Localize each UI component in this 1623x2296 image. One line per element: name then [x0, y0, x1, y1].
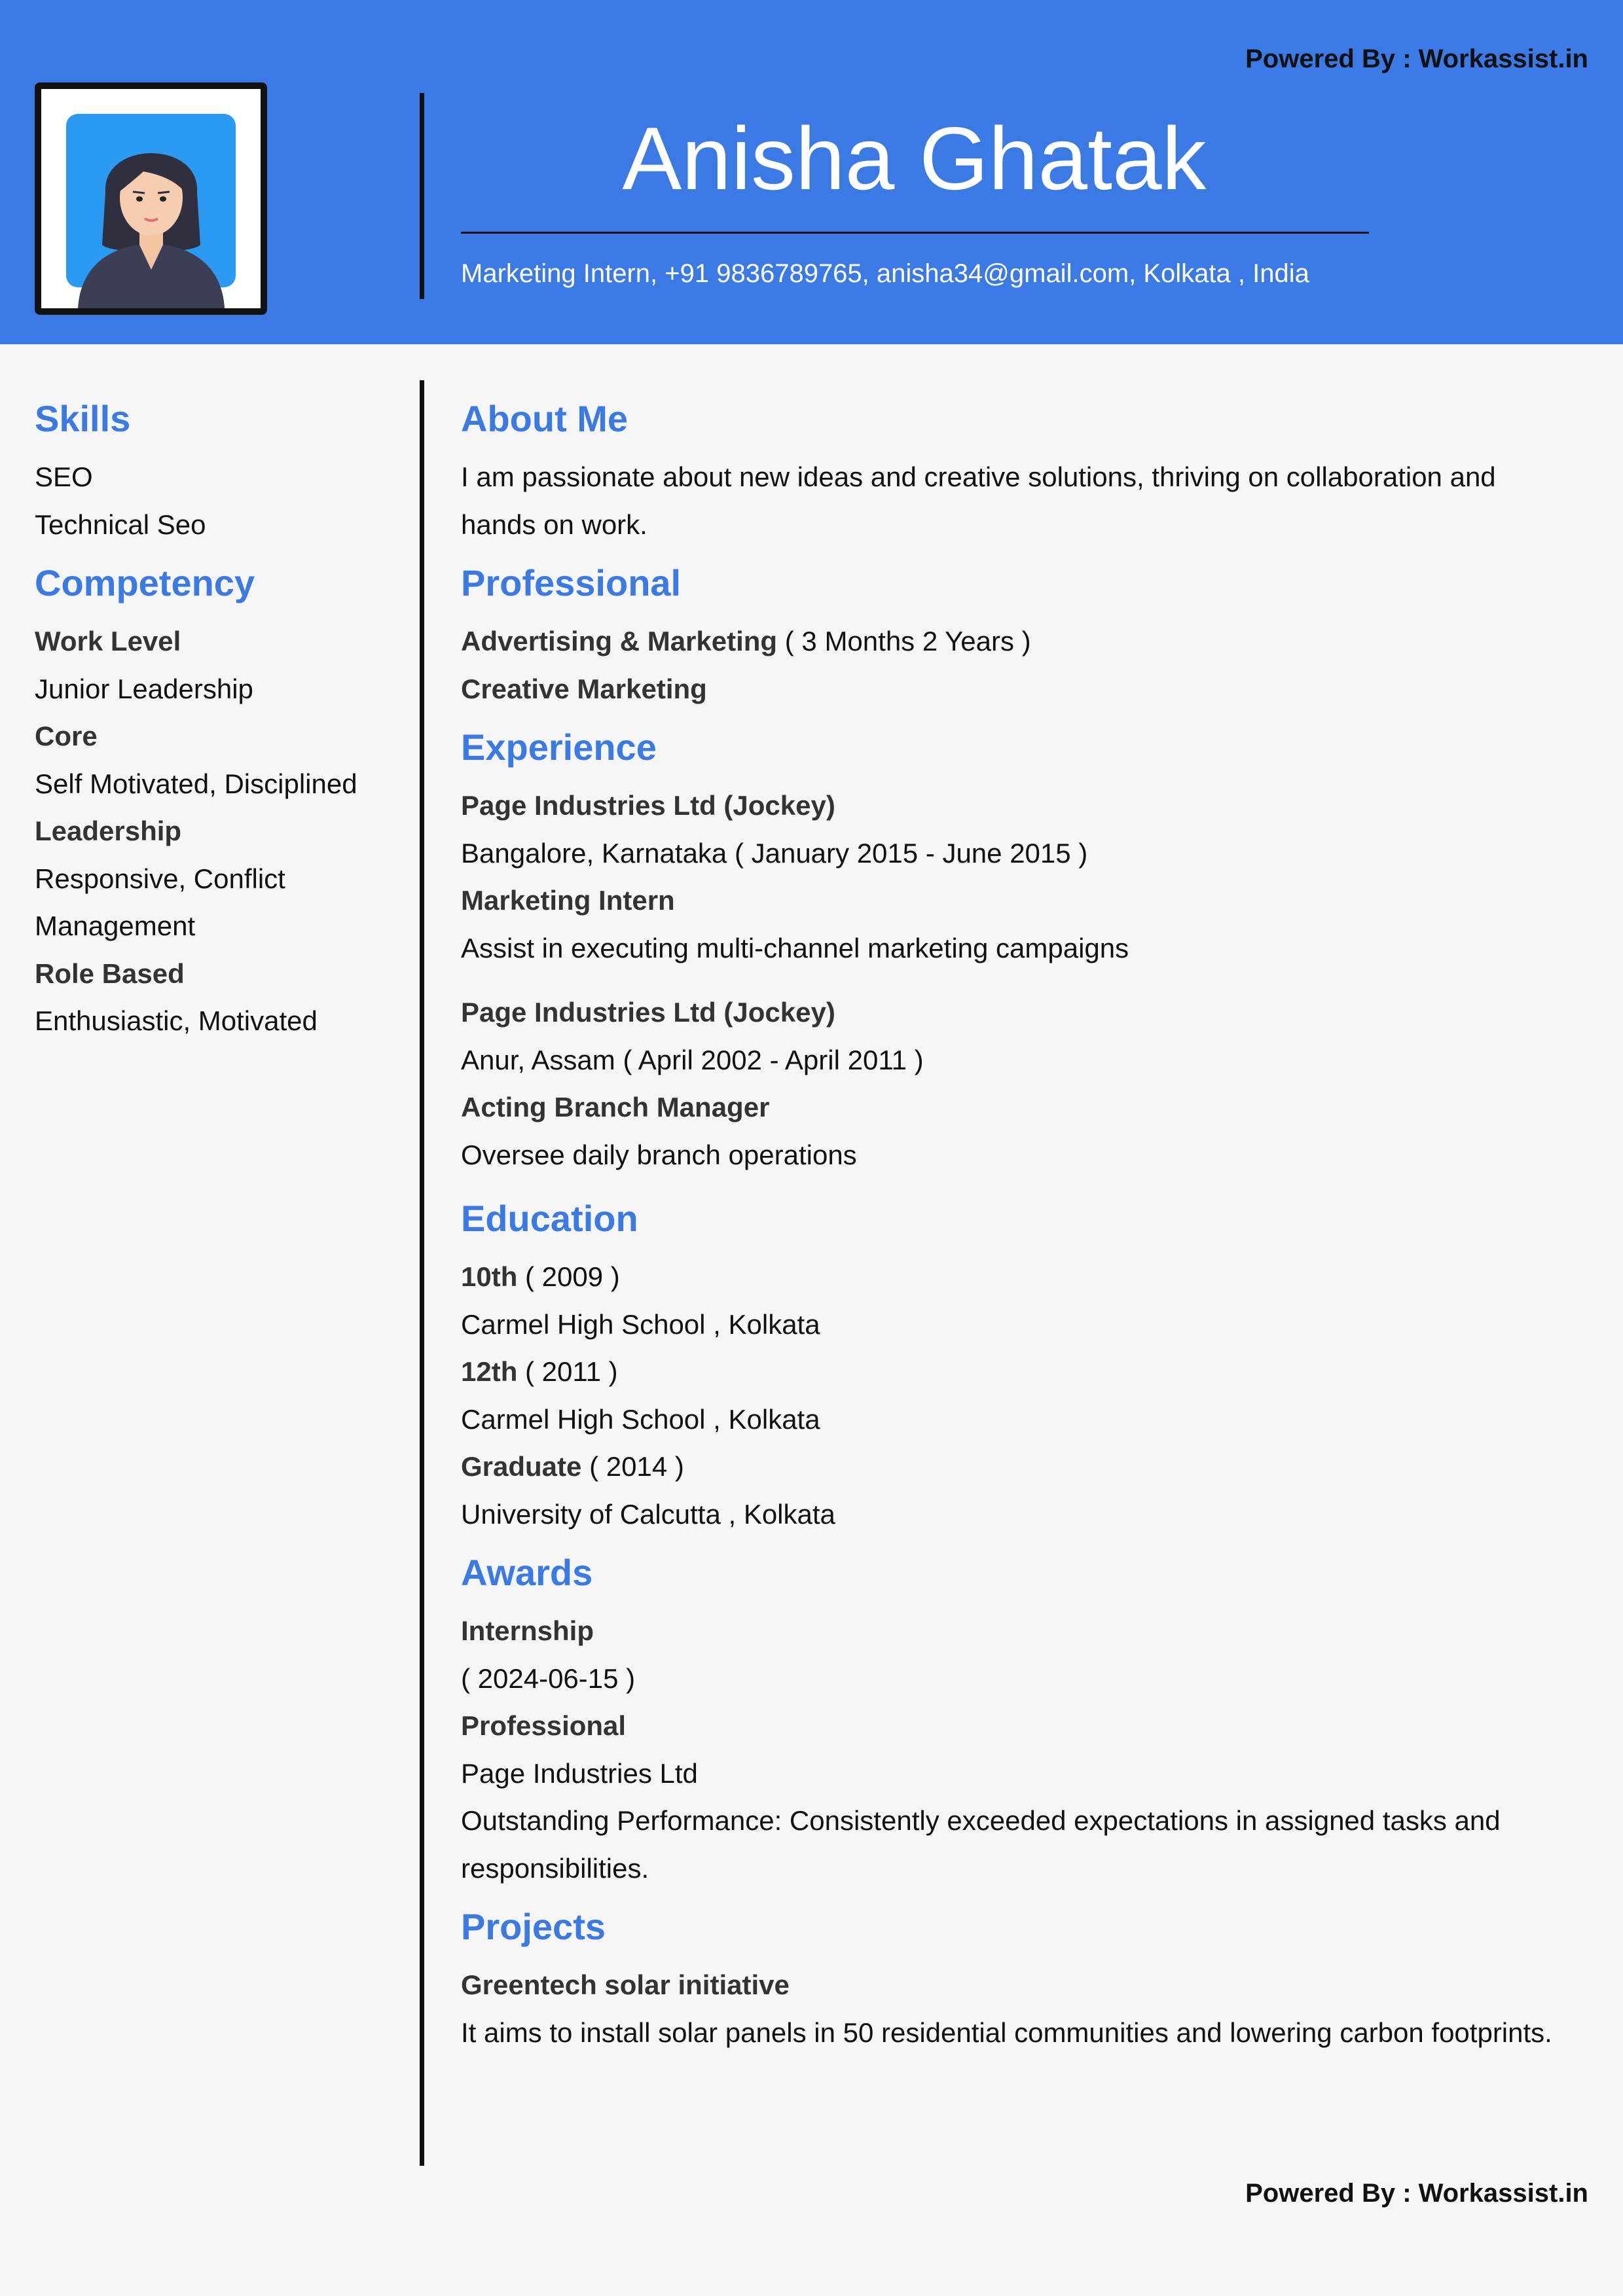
education-level-line	[461, 1443, 1594, 1491]
contact-info: Marketing Intern, +91 9836789765, anisha34@gmail.com, Kolkata , India	[461, 259, 1309, 288]
competency-value: Junior Leadership	[35, 673, 253, 704]
education-school: University of Calcutta , Kolkata	[461, 1498, 835, 1530]
education-school: Carmel High School , Kolkata	[461, 1403, 820, 1435]
competency-label: Role Based	[35, 958, 185, 989]
education-level: 10th	[461, 1261, 518, 1292]
education-year: ( 2009 )	[525, 1261, 620, 1292]
education-school: Carmel High School , Kolkata	[461, 1308, 820, 1340]
award-date: ( 2024-06-15 )	[461, 1662, 636, 1694]
education-title: Education	[461, 1198, 638, 1239]
award-description: Outstanding Performance: Consistently exceeded expectations in assigned tasks and	[461, 1805, 1501, 1836]
award-name: Internship	[461, 1615, 594, 1646]
competency-label: Work Level	[35, 626, 181, 656]
header-banner	[0, 0, 1623, 344]
about-title: About Me	[461, 398, 629, 439]
experience-company: Page Industries Ltd (Jockey)	[461, 790, 835, 821]
professional-title: Professional	[461, 562, 682, 603]
main-content	[461, 396, 1594, 2056]
awards-title: Awards	[461, 1552, 593, 1593]
education-year: ( 2011 )	[525, 1356, 618, 1387]
candidate-name: Anisha Ghatak	[622, 109, 1207, 208]
skills-title: Skills	[35, 398, 131, 439]
skill-item: Technical Seo	[35, 509, 206, 540]
header-divider	[420, 93, 424, 299]
powered-by-top: Powered By : Workassist.in	[1245, 45, 1588, 73]
award-organization: Page Industries Ltd	[461, 1757, 698, 1789]
competency-label: Leadership	[35, 816, 182, 846]
experience-location: Bangalore, Karnataka ( January 2015 - June 2015 )	[461, 837, 1088, 869]
education-level-line	[461, 1253, 1594, 1301]
professional-duration: ( 3 Months 2 Years )	[784, 626, 1031, 656]
education-level: 12th	[461, 1356, 518, 1387]
about-text: I am passionate about new ideas and creative solutions, thriving on collaboration and	[461, 461, 1496, 492]
award-description: responsibilities.	[461, 1852, 649, 1884]
column-divider	[420, 380, 424, 2166]
profile-photo-frame	[35, 82, 267, 315]
education-year: ( 2014 )	[589, 1451, 684, 1482]
competency-value: Self Motivated, Disciplined	[35, 768, 357, 799]
experience-role: Marketing Intern	[461, 885, 675, 916]
name-underline	[461, 232, 1369, 234]
experience-location: Anur, Assam ( April 2002 - April 2011 )	[461, 1044, 924, 1075]
competency-value: Responsive, Conflict	[35, 863, 285, 894]
competency-value: Management	[35, 910, 196, 941]
sidebar	[35, 396, 401, 1045]
avatar-illustration-icon	[66, 114, 236, 308]
competency-title: Competency	[35, 562, 255, 603]
projects-title: Projects	[461, 1906, 606, 1947]
experience-title: Experience	[461, 726, 657, 768]
professional-specialization: Creative Marketing	[461, 673, 707, 704]
experience-role: Acting Branch Manager	[461, 1092, 770, 1122]
professional-field-line	[461, 618, 1594, 666]
experience-company: Page Industries Ltd (Jockey)	[461, 997, 835, 1028]
experience-description: Oversee daily branch operations	[461, 1139, 857, 1170]
competency-value: Enthusiastic, Motivated	[35, 1005, 318, 1036]
about-text: hands on work.	[461, 509, 647, 540]
powered-by-bottom: Powered By : Workassist.in	[1245, 2179, 1588, 2208]
education-level: Graduate	[461, 1451, 582, 1482]
project-name: Greentech solar initiative	[461, 1969, 790, 2000]
education-level-line	[461, 1348, 1594, 1396]
avatar	[66, 114, 236, 308]
professional-field: Advertising & Marketing	[461, 626, 778, 656]
skill-item: SEO	[35, 461, 93, 492]
experience-description: Assist in executing multi-channel marketing campaigns	[461, 932, 1129, 963]
award-category: Professional	[461, 1710, 627, 1741]
project-description: It aims to install solar panels in 50 residential communities and lowering carbon footprints.	[461, 2017, 1552, 2048]
competency-label: Core	[35, 721, 98, 751]
